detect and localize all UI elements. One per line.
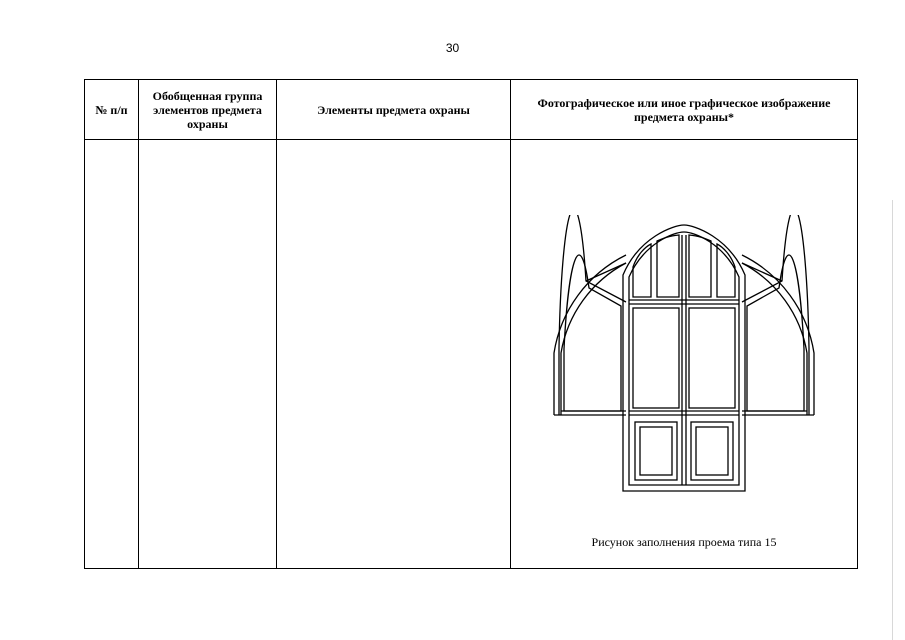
- cell-image: [511, 140, 858, 569]
- header-number: № п/п: [85, 80, 139, 140]
- protection-table: [84, 79, 858, 569]
- header-image: Фотографическое или иное графическое изображение предмета охраны*: [511, 80, 858, 140]
- arched-window-fill-drawing-icon: [549, 215, 819, 495]
- header-elements: Элементы предмета охраны: [277, 80, 511, 140]
- cell-number: [85, 140, 139, 569]
- table-header-row: [85, 80, 858, 140]
- cell-group: [139, 140, 277, 569]
- figure: [511, 140, 857, 568]
- page-number: 30: [445, 41, 460, 55]
- page-edge-line: [892, 200, 893, 640]
- cell-elements: [277, 140, 511, 569]
- table-row: [85, 140, 858, 569]
- figure-caption: Рисунок заполнения проема типа 15: [591, 535, 777, 549]
- header-group: Обобщенная группа элементов предмета охраны: [139, 80, 277, 140]
